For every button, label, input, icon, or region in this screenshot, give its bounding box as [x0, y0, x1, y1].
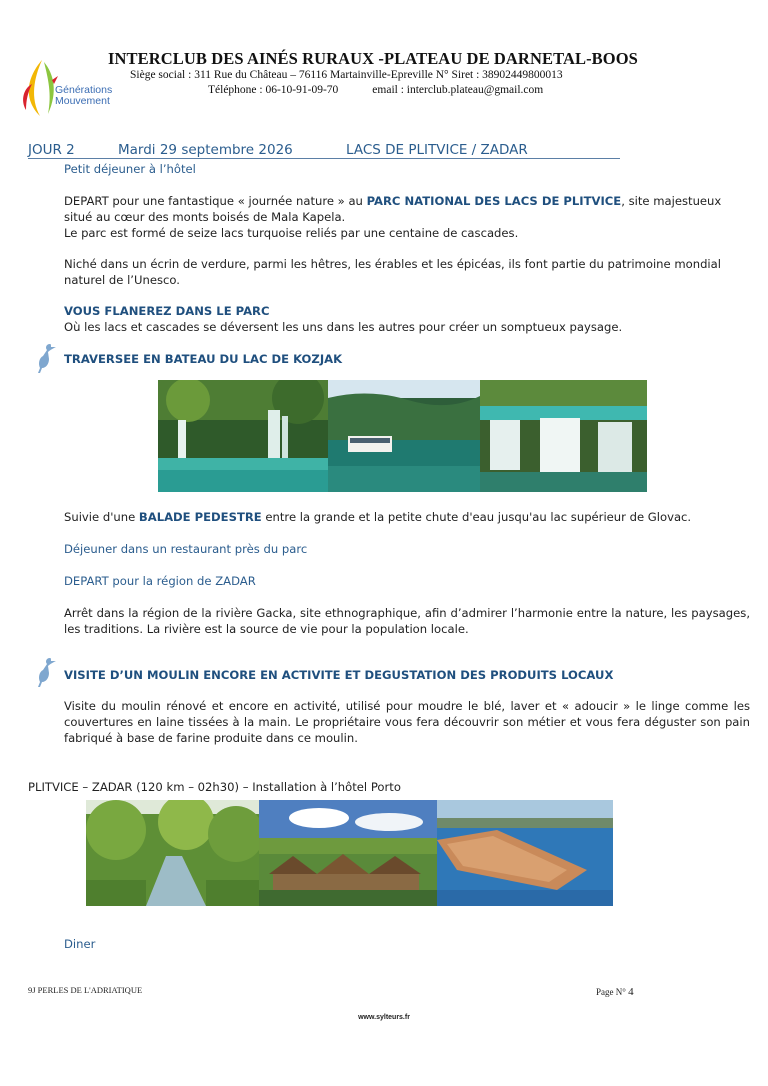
- diner-text: Diner: [64, 937, 96, 951]
- zadar-aerial-photo: [437, 800, 613, 906]
- day-date: Mardi 29 septembre 2026: [118, 142, 293, 158]
- niche-paragraph: Niché dans un écrin de verdure, parmi les hêtres, les érables et les épicéas, ils font partie du patrimoine mondial naturel de l’Unesco.: [64, 257, 721, 287]
- parc-lakes-text: Le parc est formé de seize lacs turquoise reliés par une centaine de cascades.: [64, 226, 519, 240]
- email-text: email : interclub.plateau@gmail.com: [372, 84, 544, 96]
- dejeuner-text: Déjeuner dans un restaurant près du parc: [64, 542, 308, 556]
- mills-photo: [259, 800, 437, 906]
- balade-text-2: entre la grande et la petite chute d'eau jusqu'au lac supérieur de Glovac.: [261, 510, 692, 524]
- logo-text-2: Mouvement: [55, 95, 110, 107]
- day-place: LACS DE PLITVICE / ZADAR: [346, 142, 528, 158]
- depart-text-2: , site majestueux situé au cœur des monts boisés de Mala Kapela.: [64, 194, 722, 224]
- moulin-title: VISITE D’UN MOULIN ENCORE EN ACTIVITE ET DEGUSTATION DES PRODUITS LOCAUX: [64, 668, 614, 682]
- balade-text-1: Suivie d'une: [64, 510, 139, 524]
- balade-pedestre: BALADE PEDESTRE: [138, 510, 262, 524]
- waterfall-photo-2: [480, 380, 647, 492]
- depart-text-1: DEPART pour une fantastique « journée nature » au: [64, 194, 367, 208]
- waterfall-photo-1: [158, 380, 328, 492]
- logo-text-1: Générations: [55, 84, 113, 96]
- boat-lake-photo: [328, 380, 480, 492]
- heron-icon: [34, 656, 56, 688]
- flanerez-title: VOUS FLANEREZ DANS LE PARC: [64, 304, 270, 318]
- river-gacka-photo: [86, 800, 259, 906]
- depart-zadar-text: DEPART pour la région de ZADAR: [64, 574, 256, 588]
- footer-trip-name: 9J PERLES DE L'ADRIATIQUE: [28, 985, 143, 995]
- breakfast-text: Petit déjeuner à l’hôtel: [64, 162, 196, 176]
- phone-text: Téléphone : 06-10-91-09-70: [208, 84, 339, 96]
- trajet-text: PLITVICE – ZADAR (120 km – 02h30) – Installation à l’hôtel Porto: [28, 780, 401, 794]
- balade-paragraph: [64, 509, 691, 525]
- depart-paragraph: [64, 193, 736, 225]
- day-label: JOUR 2: [28, 142, 75, 158]
- footer-url[interactable]: www.sylteurs.fr: [358, 1014, 410, 1021]
- day-header: [28, 142, 620, 159]
- flanerez-text: Où les lacs et cascades se déversent les uns dans les autres pour créer un somptueux paysage.: [64, 320, 623, 334]
- page-label: Page N°: [596, 987, 626, 997]
- heron-icon: [34, 342, 56, 374]
- page-num: 4: [628, 986, 634, 998]
- generations-mouvement-logo: [18, 58, 118, 120]
- bateau-title: TRAVERSEE EN BATEAU DU LAC DE KOZJAK: [64, 352, 343, 366]
- contact-line: [208, 84, 543, 96]
- parc-national-name: PARC NATIONAL DES LACS DE PLITVICE: [366, 194, 622, 208]
- siege-social: Siège social : 311 Rue du Château – 76116 Martainville-Epreville N° Siret : 38902449800013: [130, 69, 563, 81]
- organization-title: INTERCLUB DES AINÉS RURAUX -PLATEAU DE DARNETAL-BOOS: [108, 49, 638, 68]
- gacka-paragraph: Arrêt dans la région de la rivière Gacka, site ethnographique, afin d’admirer l’harmonie entre la nature, les paysages, les traditions. La rivière est la source de vie pour la population locale.: [64, 606, 750, 636]
- moulin-paragraph: Visite du moulin rénové et encore en activité, utilisé pour moudre le blé, laver et « adoucir » le linge comme les couvertures en laine tissées à la main. Le propriétaire vous fera découvrir son métier et vous fera déguster son pain fabriqué à base de farine produite dans ce moulin.: [64, 699, 750, 745]
- page-number: [596, 986, 634, 998]
